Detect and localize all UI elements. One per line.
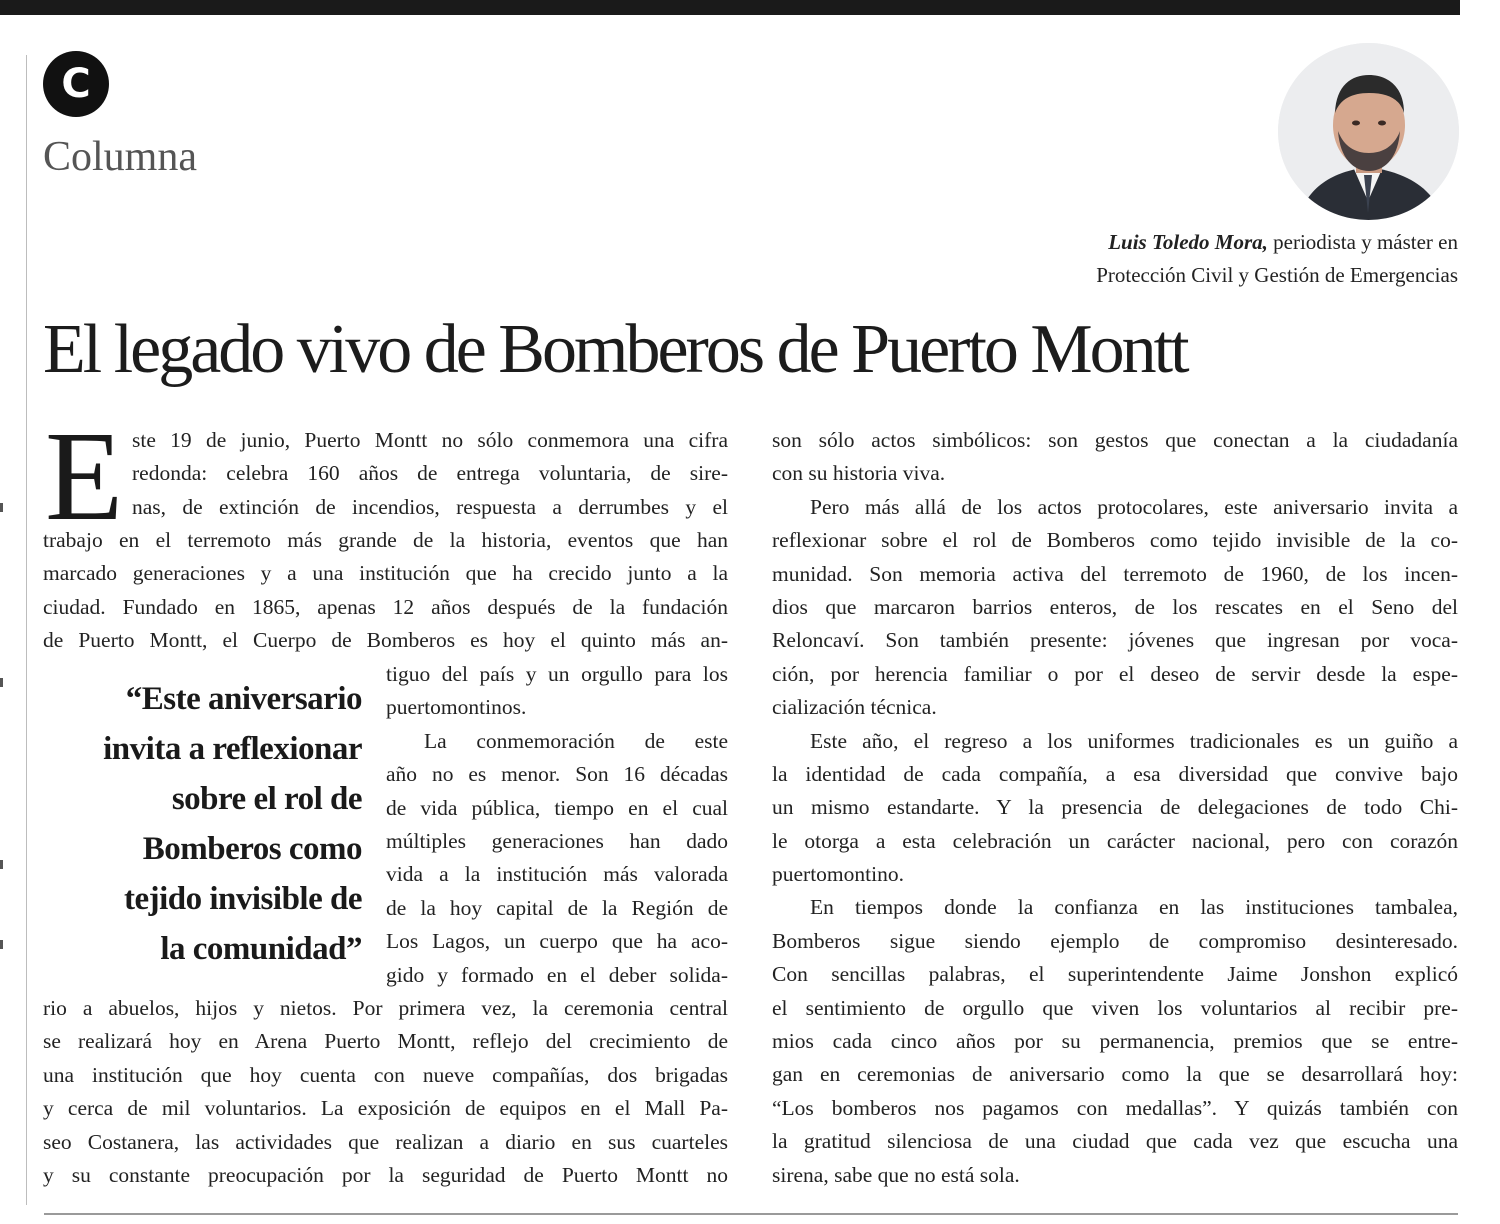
text-line: trabajo en el terremoto más grande de la historia, eventos que han <box>43 528 728 552</box>
text-line: reflexionar sobre el rol de Bomberos como tejido invisible de la co- <box>772 528 1458 553</box>
article-headline: El legado vivo de Bomberos de Puerto Montt <box>43 311 1187 388</box>
text-line: gan en ceremonias de aniversario como la que se desarrollará hoy: <box>772 1062 1458 1087</box>
pull-quote-line: “Este aniversario <box>125 681 362 717</box>
pull-quote-line: invita a reflexionar <box>103 731 362 767</box>
text-line: seo Costanera, las actividades que realizan a diario en sus cuarteles <box>43 1129 728 1154</box>
text-line: Los Lagos, un cuerpo que ha aco- <box>386 929 728 954</box>
text-line: Con sencillas palabras, el superintendente Jaime Jonshon explicó <box>772 962 1458 987</box>
text-line: nas, de extinción de incendios, respuesta a derrumbes y el <box>132 494 728 519</box>
margin-crop-mark <box>0 860 3 869</box>
text-line: y su constante preocupación por la seguridad de Puerto Montt no <box>43 1162 728 1187</box>
text-line: redonda: celebra 160 años de entrega voluntaria, de sire- <box>132 461 728 486</box>
margin-crop-mark <box>0 678 3 687</box>
text-line: dios que marcaron barrios enteros, de los rescates en el Seno del <box>772 594 1458 619</box>
column-1-dropcap-block <box>132 424 728 524</box>
text-line: de la hoy capital de la Región de <box>386 895 728 920</box>
text-line: con su historia viva. <box>772 461 946 486</box>
text-line: de vida pública, tiempo en el cual <box>386 795 728 820</box>
column-1-upper-block <box>43 524 728 658</box>
text-line: La conmemoración de este <box>424 728 728 753</box>
column-1-narrow-block <box>386 658 728 992</box>
author-byline <box>1096 226 1458 292</box>
text-line: una institución que hoy cuenta con nueve compañías, dos brigadas <box>43 1062 728 1087</box>
text-line: vida a la institución más valorada <box>386 862 728 887</box>
text-line: la gratitud silenciosa de una ciudad que cada vez que escucha una <box>772 1129 1458 1154</box>
pull-quote-line: tejido invisible de <box>123 881 362 917</box>
text-line: En tiempos donde la confianza en las instituciones tambalea, <box>810 895 1458 920</box>
left-margin-rule <box>26 55 27 1205</box>
section-badge: C <box>43 51 109 117</box>
text-line: cialización técnica. <box>772 695 937 720</box>
text-line: el sentimiento de orgullo que viven los voluntarios al recibir pre- <box>772 995 1458 1020</box>
margin-crop-mark <box>0 940 3 949</box>
text-line: y cerca de mil voluntarios. La exposición de equipos en el Mall Pa- <box>43 1096 728 1121</box>
column-1-lower-block <box>43 992 728 1192</box>
text-line: Reloncaví. Son también presente: jóvenes que ingresan por voca- <box>772 628 1458 653</box>
pull-quote-line: sobre el rol de <box>171 781 362 817</box>
author-role-line2: Protección Civil y Gestión de Emergencias <box>1096 263 1458 287</box>
text-line: puertomontinos. <box>386 695 527 720</box>
author-name: Luis Toledo Mora, <box>1108 230 1268 254</box>
text-line: sirena, sabe que no está sola. <box>772 1162 1020 1187</box>
text-line: un mismo estandarte. Y la presencia de delegaciones de todo Chi- <box>772 795 1458 820</box>
text-line: ción, por herencia familiar o por el deseo de servir desde la espe- <box>772 661 1458 686</box>
text-line: puertomontino. <box>772 862 904 887</box>
text-line: le otorga a esta celebración un carácter nacional, pero con corazón <box>772 828 1458 853</box>
text-line: Pero más allá de los actos protocolares, este aniversario invita a <box>810 494 1458 519</box>
text-line: gido y formado en el deber solida- <box>386 962 728 987</box>
author-portrait-illustration <box>1278 43 1459 220</box>
text-line: Este año, el regreso a los uniformes tradicionales es un guiño a <box>810 728 1458 753</box>
text-line: son sólo actos simbólicos: son gestos que conectan a la ciudadanía <box>772 428 1458 452</box>
margin-crop-mark <box>0 503 3 512</box>
column-2 <box>772 424 1458 1192</box>
text-line: mios cada cinco años por su permanencia, premios que se entre- <box>772 1029 1458 1054</box>
section-label: Columna <box>43 134 197 180</box>
drop-cap: E <box>45 405 124 547</box>
text-line: munidad. Son memoria activa del terremoto de 1960, de los incen- <box>772 561 1458 586</box>
text-line: de Puerto Montt, el Cuerpo de Bomberos es hoy el quinto más an- <box>43 628 728 653</box>
top-rule <box>0 0 1460 15</box>
text-line: año no es menor. Son 16 décadas <box>386 762 728 787</box>
pull-quote-line: Bomberos como <box>142 831 362 867</box>
text-line: múltiples generaciones han dado <box>386 828 728 853</box>
text-line: marcado generaciones y a una institución que ha crecido junto a la <box>43 561 728 586</box>
text-line: rio a abuelos, hijos y nietos. Por primera vez, la ceremonia central <box>43 996 728 1020</box>
text-line: se realizará hoy en Arena Puerto Montt, reflejo del crecimiento de <box>43 1029 728 1054</box>
pull-quote <box>44 674 362 974</box>
text-line: ciudad. Fundado en 1865, apenas 12 años después de la fundación <box>43 594 728 619</box>
text-line: la identidad de cada compañía, a esa diversidad que convive bajo <box>772 761 1458 786</box>
text-line: Bomberos sigue siendo ejemplo de compromiso desinteresado. <box>772 928 1458 953</box>
text-line: “Los bomberos nos pagamos con medallas”. Y quizás también con <box>772 1095 1458 1120</box>
text-line: tiguo del país y un orgullo para los <box>386 662 728 686</box>
author-photo <box>1278 43 1459 220</box>
bottom-rule <box>44 1213 1458 1215</box>
author-role: periodista y máster en <box>1267 230 1458 254</box>
pull-quote-line: la comunidad” <box>160 931 362 967</box>
text-line: ste 19 de junio, Puerto Montt no sólo conmemora una cifra <box>132 428 728 452</box>
